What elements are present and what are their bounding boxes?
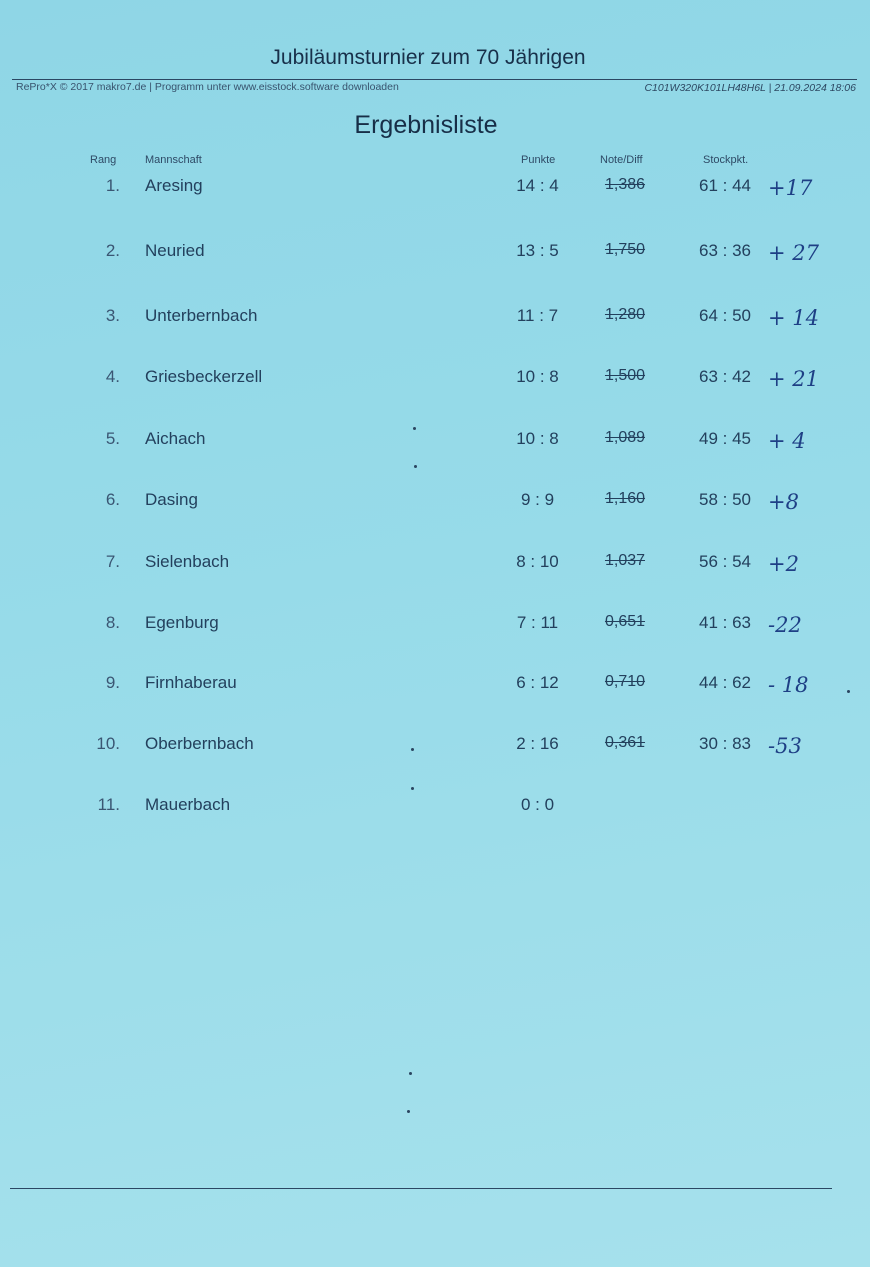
table-row (0, 367, 870, 397)
team-name: Oberbernbach (145, 734, 254, 753)
rank-cell: 7. (105, 552, 120, 571)
quotient-cell: 1,750 (604, 241, 646, 258)
paper-speck (413, 427, 416, 430)
rank-cell: 6. (105, 490, 120, 509)
points-cell: 0 : 0 (520, 795, 555, 814)
document-code-date: C101W320K101LH48H6L | 21.09.2024 18:06 (644, 82, 856, 94)
table-row (0, 241, 870, 271)
team-name: Mauerbach (145, 795, 231, 814)
stock-points-cell: 61 : 44 (699, 176, 751, 195)
handwritten-difference: -22 (768, 613, 802, 637)
software-credit: RePro*X © 2017 makro7.de | Programm unter www.eisstock.software downloaden (16, 81, 399, 93)
tournament-title: Jubiläumsturnier zum 70 Jährigen (270, 46, 586, 69)
header-rule (12, 79, 857, 80)
team-name: Firnhaberau (145, 673, 237, 692)
handwritten-difference: -53 (768, 734, 802, 758)
handwritten-difference: + 27 (768, 241, 819, 265)
quotient-cell: 1,037 (604, 552, 646, 569)
column-header-team: Mannschaft (145, 154, 202, 166)
stock-points-cell: 41 : 63 (699, 613, 751, 632)
team-name: Unterbernbach (145, 306, 258, 325)
paper-speck (414, 465, 417, 468)
stock-points-cell: 58 : 50 (699, 490, 751, 509)
points-cell: 11 : 7 (516, 306, 559, 325)
stock-points-cell: 49 : 45 (699, 429, 751, 448)
handwritten-difference: + 14 (768, 306, 819, 330)
quotient-cell: 1,280 (604, 306, 646, 323)
table-row (0, 613, 870, 643)
team-name: Dasing (145, 490, 198, 509)
rank-cell: 8. (105, 613, 120, 632)
table-row (0, 673, 870, 703)
quotient-cell: 1,160 (604, 490, 646, 507)
stock-points-cell: 63 : 36 (699, 241, 751, 260)
table-row (0, 795, 870, 825)
quotient-cell: 1,089 (604, 429, 646, 446)
points-cell: 14 : 4 (516, 176, 559, 195)
stock-points-cell: 63 : 42 (699, 367, 751, 386)
handwritten-difference: - 18 (768, 673, 809, 697)
points-cell: 10 : 8 (516, 367, 559, 386)
points-cell: 7 : 11 (516, 613, 559, 632)
paper-speck (409, 1072, 412, 1075)
team-name: Aichach (145, 429, 206, 448)
quotient-cell: 1,500 (604, 367, 646, 384)
handwritten-difference: + 4 (768, 429, 806, 453)
stock-points-cell: 30 : 83 (699, 734, 751, 753)
stock-points-cell: 44 : 62 (699, 673, 751, 692)
team-name: Griesbeckerzell (145, 367, 263, 386)
column-header-rank: Rang (90, 154, 117, 166)
results-heading: Ergebnisliste (354, 111, 498, 139)
quotient-cell: 0,651 (604, 613, 646, 630)
rank-cell: 3. (105, 306, 120, 325)
paper-speck (411, 787, 414, 790)
column-header-stock: Stockpkt. (703, 154, 749, 166)
handwritten-difference: +17 (768, 176, 813, 200)
quotient-cell: 1,386 (604, 176, 646, 193)
handwritten-difference: +2 (768, 552, 799, 576)
rank-cell: 2. (105, 241, 120, 260)
rank-cell: 11. (97, 795, 120, 814)
footer-rule (10, 1188, 832, 1189)
points-cell: 6 : 12 (516, 673, 559, 692)
team-name: Neuried (145, 241, 205, 260)
paper-speck (411, 748, 414, 751)
column-header-note: Note/Diff (600, 154, 643, 166)
stock-points-cell: 56 : 54 (699, 552, 751, 571)
quotient-cell: 0,361 (604, 734, 646, 751)
rank-cell: 5. (105, 429, 120, 448)
rank-cell: 1. (105, 176, 120, 195)
handwritten-difference: +8 (768, 490, 799, 514)
table-row (0, 490, 870, 520)
table-row (0, 306, 870, 336)
points-cell: 13 : 5 (516, 241, 559, 260)
handwritten-difference: + 21 (768, 367, 819, 391)
rank-cell: 4. (105, 367, 120, 386)
points-cell: 9 : 9 (520, 490, 555, 509)
table-row (0, 734, 870, 764)
team-name: Aresing (145, 176, 203, 195)
column-header-points: Punkte (521, 154, 556, 166)
team-name: Egenburg (145, 613, 219, 632)
stock-points-cell: 64 : 50 (699, 306, 751, 325)
quotient-cell: 0,710 (604, 673, 646, 690)
paper-speck (407, 1110, 410, 1113)
points-cell: 10 : 8 (516, 429, 559, 448)
points-cell: 2 : 16 (516, 734, 559, 753)
paper-speck (847, 690, 850, 693)
table-row (0, 429, 870, 459)
table-row (0, 176, 870, 206)
rank-cell: 10. (96, 734, 120, 753)
rank-cell: 9. (105, 673, 120, 692)
points-cell: 8 : 10 (516, 552, 559, 571)
table-row (0, 552, 870, 582)
team-name: Sielenbach (145, 552, 230, 571)
